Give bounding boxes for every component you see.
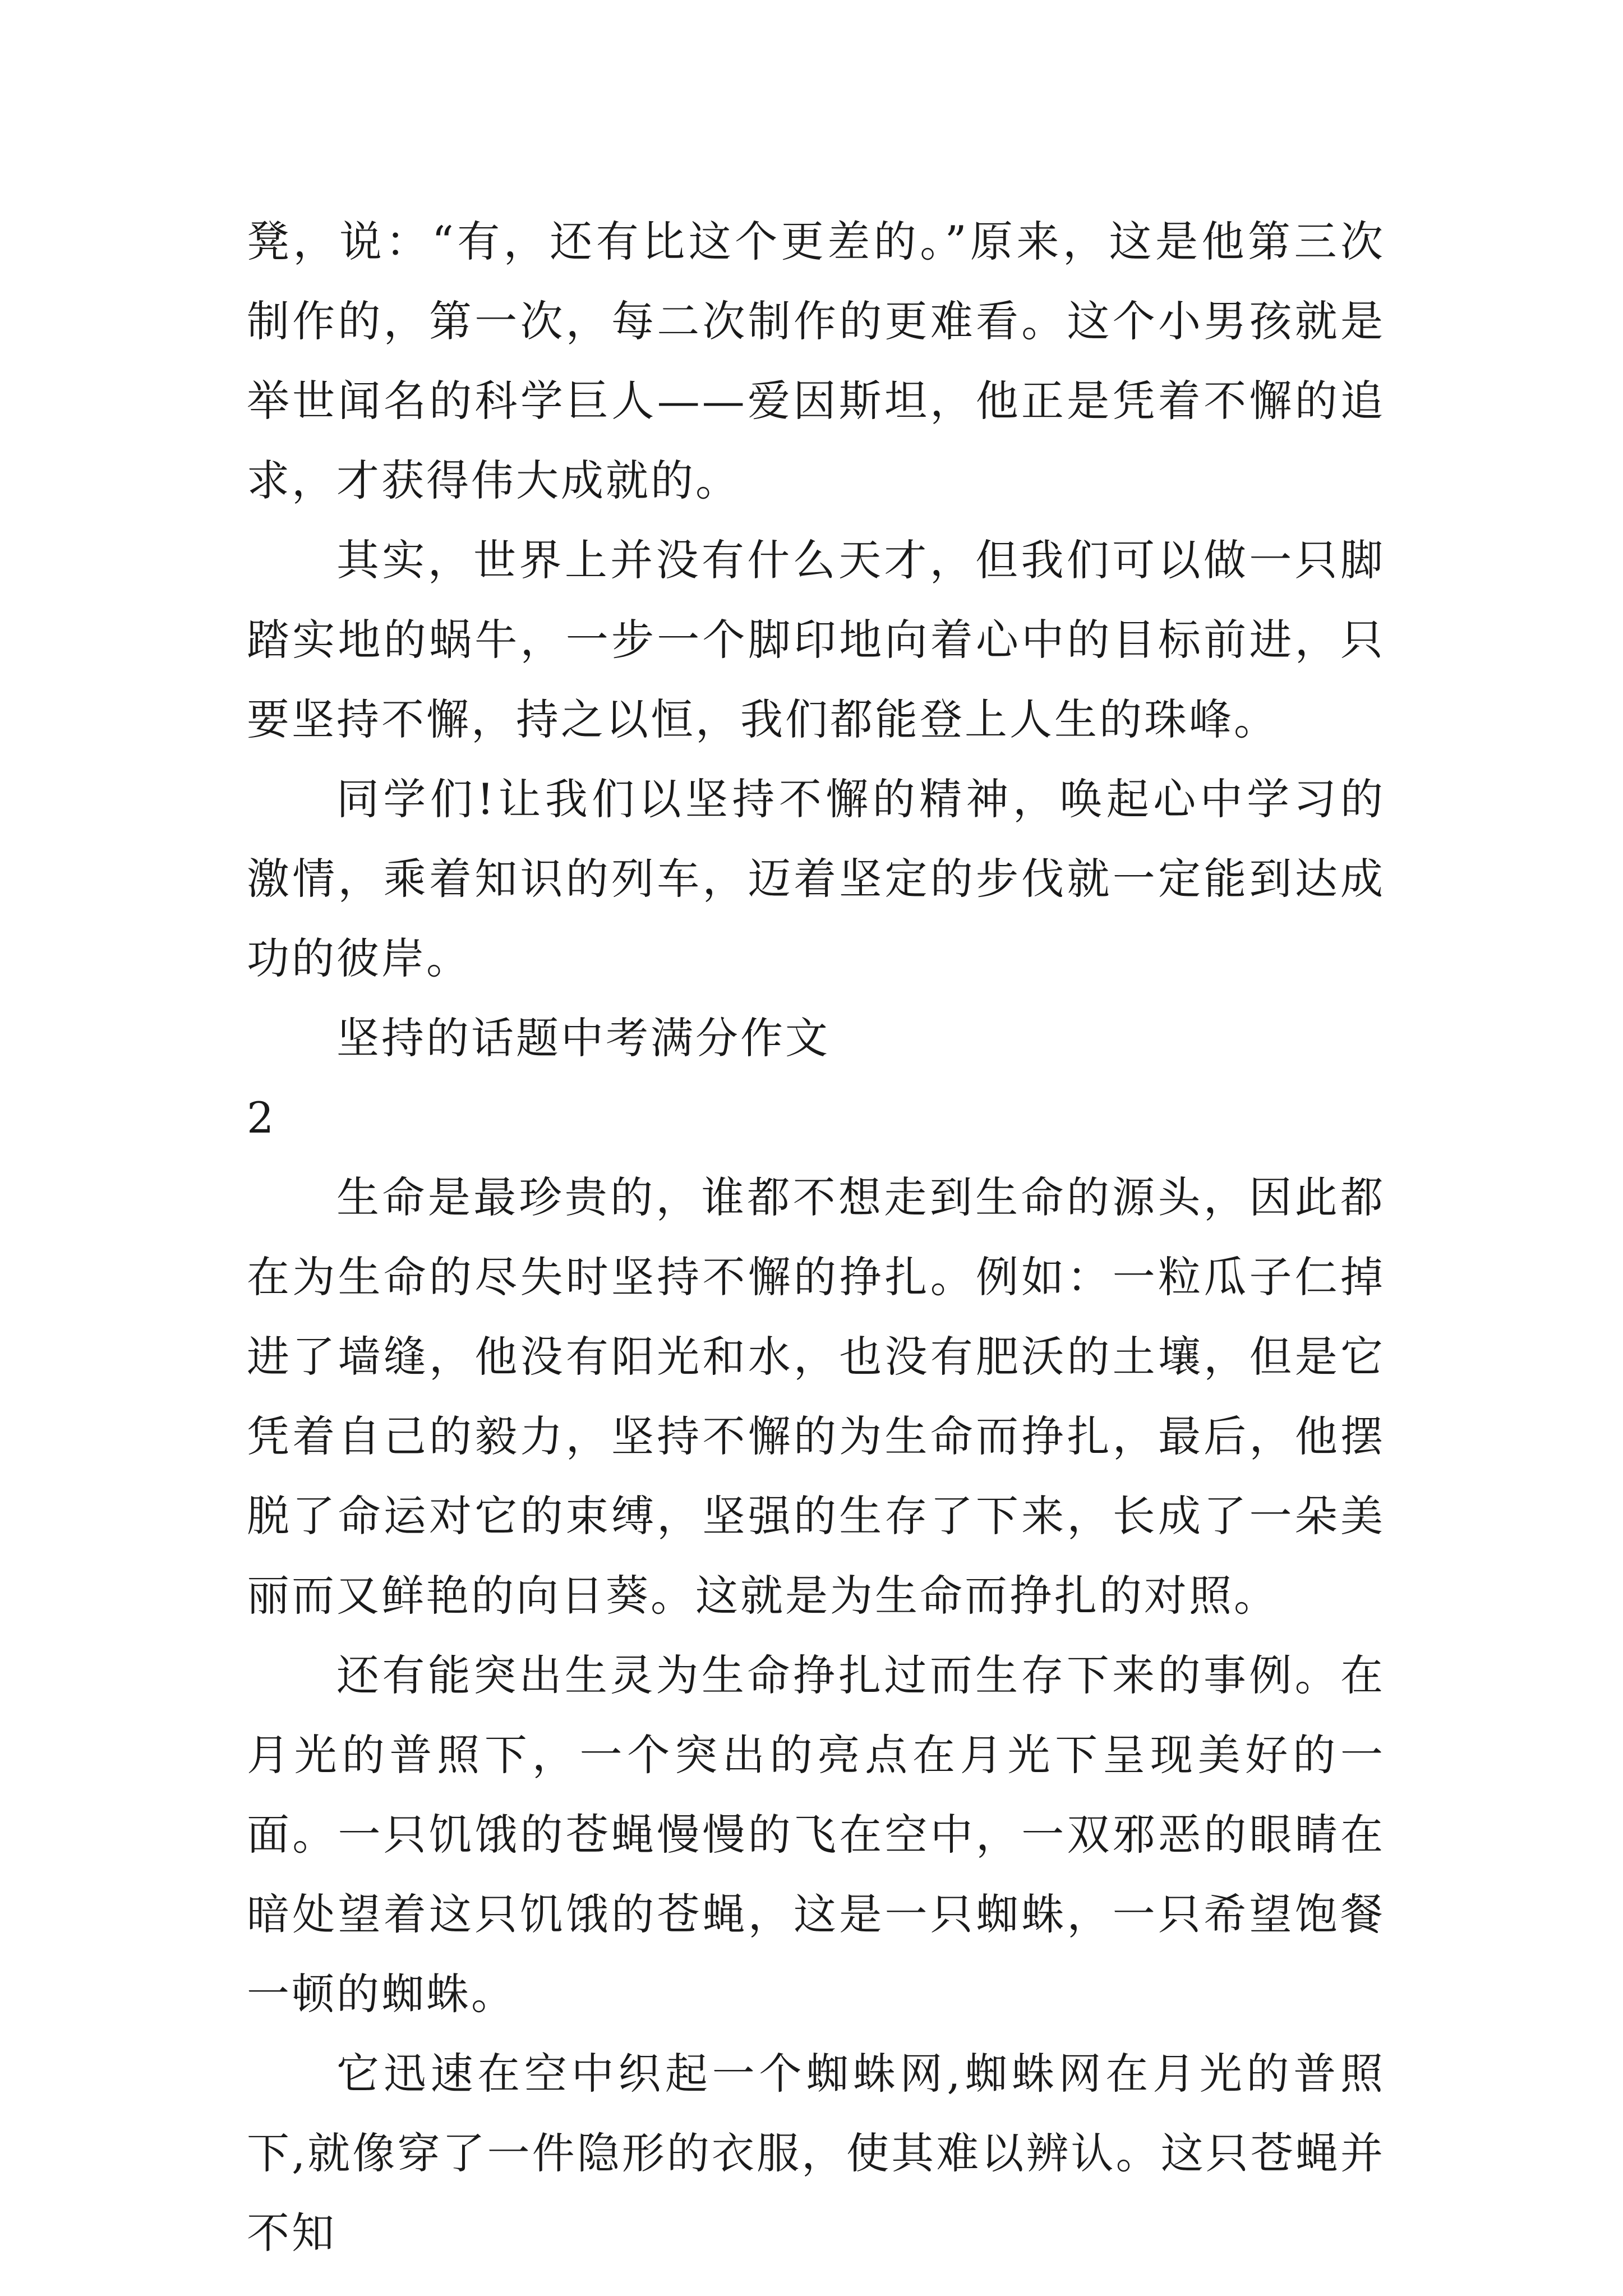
- section-number: 2: [247, 1093, 276, 1143]
- paragraph-spider-web: 它迅速在空中织起一个蜘蛛网,蜘蛛网在月光的普照下,就像穿了一件隐形的衣服，使其难以辨认。这只苍蝇并不知: [247, 2049, 1385, 2258]
- paragraph-life: 生命是最珍贵的，谁都不想走到生命的源头，因此都在为生命的尽失时坚持不懈的挣扎。例如：一粒瓜子仁掉进了墙缝，他没有阳光和水，也没有肥沃的土壤，但是它凭着自己的毅力，坚持不懈的为生命而挣扎，最后，他摆脱了命运对它的束缚，坚强的生存了下来，长成了一朵美丽而又鲜艳的向日葵。这就是为生命而挣扎的对照。: [247, 1172, 1385, 1621]
- paragraph-classmates: 同学们!让我们以坚持不懈的精神，唤起心中学习的激情，乘着知识的列车，迈着坚定的步伐就一定能到达成功的彼岸。: [247, 774, 1385, 983]
- paragraph-continuation: 凳，说：“有，还有比这个更差的。”原来，这是他第三次制作的，第一次，每二次制作的更难看。这个小男孩就是举世闻名的科学巨人——爱因斯坦，他正是凭着不懈的追求，才获得伟大成就的。: [247, 217, 1385, 505]
- document-body: [247, 202, 1385, 2273]
- paragraph-genius: 其实，世界上并没有什么天才，但我们可以做一只脚踏实地的蜗牛，一步一个脚印地向着心中的目标前进，只要坚持不懈，持之以恒，我们都能登上人生的珠峰。: [247, 535, 1385, 744]
- paragraph-moonlight: 还有能突出生灵为生命挣扎过而生存下来的事例。在月光的普照下，一个突出的亮点在月光下呈现美好的一面。一只饥饿的苍蝇慢慢的飞在空中，一双邪恶的眼睛在暗处望着这只饥饿的苍蝇，这是一只蜘蛛，一只希望饱餐一顿的蜘蛛。: [247, 1650, 1385, 2019]
- section-title: 坚持的话题中考满分作文: [336, 1013, 830, 1063]
